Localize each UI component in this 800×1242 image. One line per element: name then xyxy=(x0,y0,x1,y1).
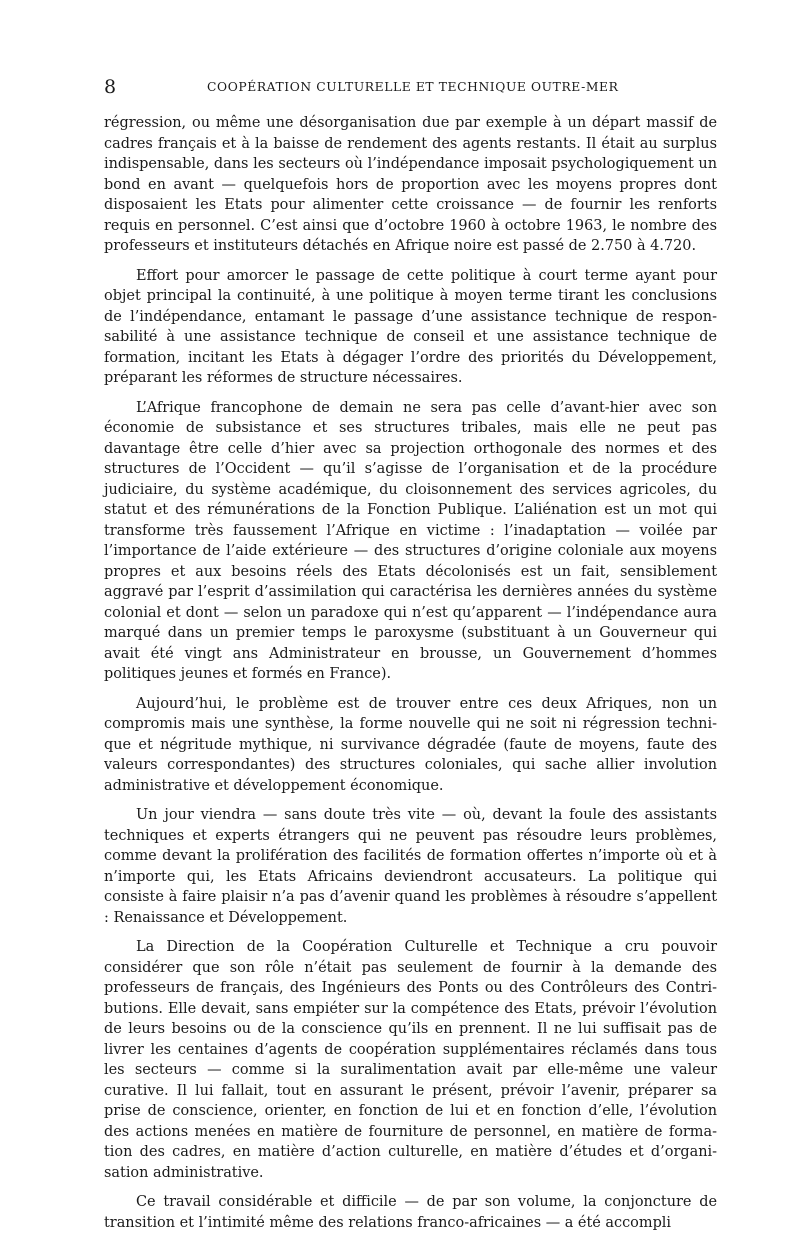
paragraph-7: Ce travail considérable et difficile — de par son volume, la conjoncture de transition et l’intimité même des relations franco-africaines — a été accompli xyxy=(104,1194,717,1231)
paragraph-3: L’Afrique francophone de demain ne sera pas celle d’avant-hier avec son économie de subsistance et ses structures tribales, mais elle ne peut pas davantage être celle d’hier avec sa projection orthogonale des normes et des structures de l’Occident — qu’il s’agisse de l’organisation et de la procédure judiciaire, du système académique, du cloisonnement des services agricoles, du statut et des rémunérations de la Fonction Publique. L’aliénation est un mot qui transforme très faussement l’Afrique en victime : l’inadaptation — voilée par l’importance de l’aide extérieure — des structures d’origine coloniale aux moyens propres et aux besoins réels des Etats décolonisés est un fait, sensiblement aggravé par l’esprit d’assimilation qui caractérisa les dernières années du système colonial et dont — selon un paradoxe qui n’est qu’apparent — l’indépendance aura marqué dans un premier temps le paroxysme (substituant à un Gouverneur qui avait été vingt ans Administrateur en brousse, un Gouvernement d’hommes politiques jeunes et formés en France). xyxy=(104,399,717,682)
page-number: 8 xyxy=(104,76,117,98)
paragraph-6: La Direction de la Coopération Culturelle et Technique a cru pouvoir considérer que son rôle n’était pas seulement de fournir à la demande des professeurs de français, des Ingénieurs des Ponts ou des Contrôleurs des Contributions. Elle devait, sans empiéter sur la compétence des Etats, prévoir l’évolution de leurs besoins ou de la conscience qu’ils en prennent. Il ne lui suffisait pas de livrer les centaines d’agents de coopération supplémentaires réclamés dans tous les secteurs — comme si la suralimentation avait par elle-même une valeur curative. Il lui fallait, tout en assurant le présent, prévoir l’avenir, préparer sa prise de conscience, orienter, en fonction de lui et en fonction d’elle, l’évolution des actions menées en matière de fourniture de personnel, en matière de formation des cadres, en matière d’action culturelle, en matière d’études et d’organisation administrative. xyxy=(104,939,717,1181)
paragraph-2: Effort pour amorcer le passage de cette politique à court terme ayant pour objet principal la continuité, à une politique à moyen terme tirant les conclusions de l’indépendance, entamant le passage d’une assistance technique de responsabilité à une assistance technique de conseil et une assistance technique de formation, incitant les Etats à dégager l’ordre des priorités du Développement, préparant les réformes de structure nécessaires. xyxy=(104,267,717,386)
running-title: COOPÉRATION CULTURELLE ET TECHNIQUE OUTRE-MER xyxy=(207,80,619,94)
running-head xyxy=(104,76,704,100)
body-text xyxy=(104,113,717,1242)
paragraph-4: Aujourd’hui, le problème est de trouver entre ces deux Afriques, non un compromis mais une synthèse, la forme nouvelle qui ne soit ni régression technique et négritude mythique, ni survivance dégradée (faute de moyens, faute des valeurs correspondantes) des structures coloniales, qui sache allier involution administrative et développement économique. xyxy=(104,695,717,794)
paragraph-1: régression, ou même une désorganisation due par exemple à un départ massif de cadres français et à la baisse de rendement des agents restants. Il était au surplus indispensable, dans les secteurs où l’indépendance imposait psychologiquement un bond en avant — quelquefois hors de proportion avec les moyens propres dont disposaient les Etats pour alimenter cette croissance — de fournir les renforts requis en personnel. C’est ainsi que d’octobre 1960 à octobre 1963, le nombre des professeurs et instituteurs détachés en Afrique noire est passé de 2.750 à 4.720. xyxy=(104,115,717,254)
paragraph-5: Un jour viendra — sans doute très vite — où, devant la foule des assistants techniques et experts étrangers qui ne peuvent pas résoudre leurs problèmes, comme devant la prolifération des facilités de formation offertes n’importe où et à n’importe qui, les Etats Africains deviendront accusateurs. La politique qui consiste à faire plaisir n’a pas d’avenir quand les problèmes à résoudre s’appellent : Renaissance et Développement. xyxy=(104,807,717,926)
